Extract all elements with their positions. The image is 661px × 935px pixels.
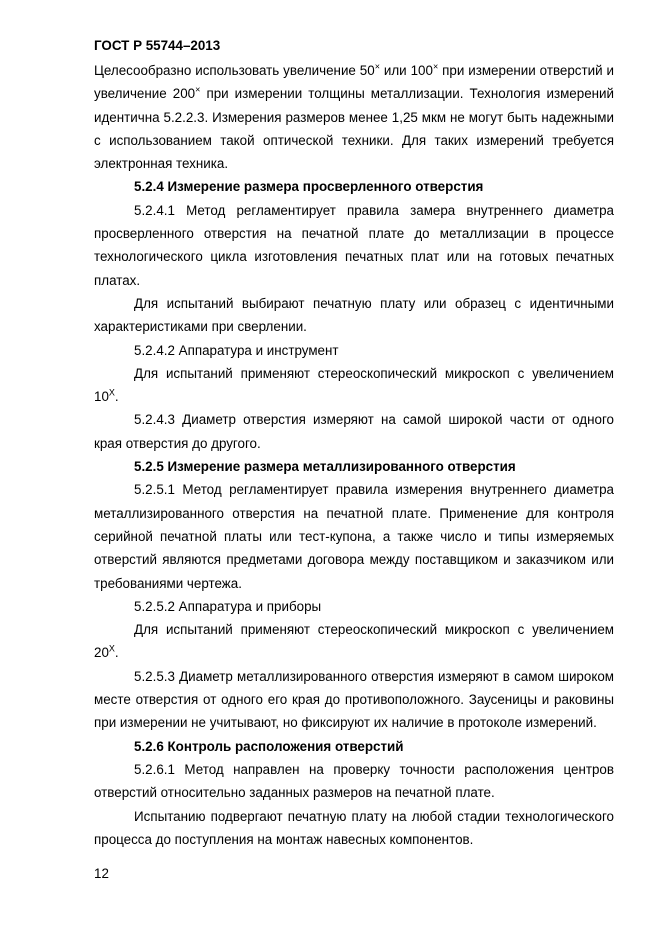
text-run: . xyxy=(114,645,119,661)
magnification-mark: X xyxy=(108,643,115,654)
paragraph-5-2-5-2b xyxy=(94,618,614,665)
paragraph-5-2-5-3: 5.2.5.3 Диаметр металлизированного отверстия измеряют в самом широком месте отверстия от одного его края до противоположного. Заусеницы и раковины при измерении не учитывают, но фиксируют их наличие в протоколе измерений. xyxy=(94,668,614,731)
text-run: при измерении отверстий и увеличение 200 xyxy=(94,63,615,102)
paragraph-5-2-6-1: 5.2.6.1 Метод направлен на проверку точности расположения центров отверстий относительно заданных размеров на печатной плате. xyxy=(94,761,614,801)
magnification-mark: × xyxy=(374,61,380,72)
paragraph-5-2-4-1b: Для испытаний выбирают печатную плату или образец с идентичными характеристиками при сверлении. xyxy=(94,295,614,335)
text-run: при измерении толщины металлизации. Технология измерений идентична 5.2.2.3. Измерения размеров менее 1,25 мкм не могут быть надежными с использованием такой оптической техники. Для таких измерений требуется электронная техника. xyxy=(94,86,614,172)
section-heading-5-2-6: 5.2.6 Контроль расположения отверстий xyxy=(134,738,404,754)
paragraph-5-2-5-2: 5.2.5.2 Аппаратура и приборы xyxy=(134,598,322,614)
paragraph-5-2-4-2b xyxy=(94,362,614,409)
paragraph-5-2-4-2: 5.2.4.2 Аппаратура и инструмент xyxy=(134,342,339,358)
text-run: . xyxy=(114,389,119,405)
document-body xyxy=(94,59,614,851)
section-heading-5-2-4: 5.2.4 Измерение размера просверленного отверстия xyxy=(134,179,484,195)
text-run: или 100 xyxy=(379,63,433,78)
paragraph-5-2-5-1: 5.2.5.1 Метод регламентирует правила измерения внутреннего диаметра металлизированного отверстия на печатной плате. Применение для контроля серийной печатной платы или тест-купона, а также число и типы измеряемых отверстий являются предметами договора между поставщиком и заказчиком или требованиями чертежа. xyxy=(94,482,614,591)
paragraph-5-2-4-1: 5.2.4.1 Метод регламентирует правила замера внутреннего диаметра просверленного отверстия на печатной плате до металлизации в процессе технологического цикла изготовления печатных плат или на готовых печатных платах. xyxy=(94,202,614,288)
magnification-mark: × xyxy=(432,61,439,72)
section-heading-5-2-5: 5.2.5 Измерение размера металлизированного отверстия xyxy=(134,459,516,475)
paragraph-5-2-4-3: 5.2.4.3 Диаметр отверстия измеряют на самой широкой части от одного края отверстия до другого. xyxy=(94,412,614,451)
paragraph-intro xyxy=(94,59,614,175)
text-run: Для испытаний применяют стереоскопический микроскоп с увеличением 10 xyxy=(94,365,614,405)
paragraph-5-2-6-1b: Испытанию подвергают печатную плату на любой стадии технологического процесса до поступления на монтаж навесных компонентов. xyxy=(94,808,614,847)
document-header: ГОСТ Р 55744–2013 xyxy=(94,38,221,53)
text-run: Целесообразно использовать увеличение 50 xyxy=(94,63,375,78)
magnification-mark: × xyxy=(195,84,201,95)
page-number: 12 xyxy=(94,866,109,881)
magnification-mark: X xyxy=(108,387,115,398)
text-run: Для испытаний применяют стереоскопический микроскоп с увеличением 20 xyxy=(94,622,614,661)
